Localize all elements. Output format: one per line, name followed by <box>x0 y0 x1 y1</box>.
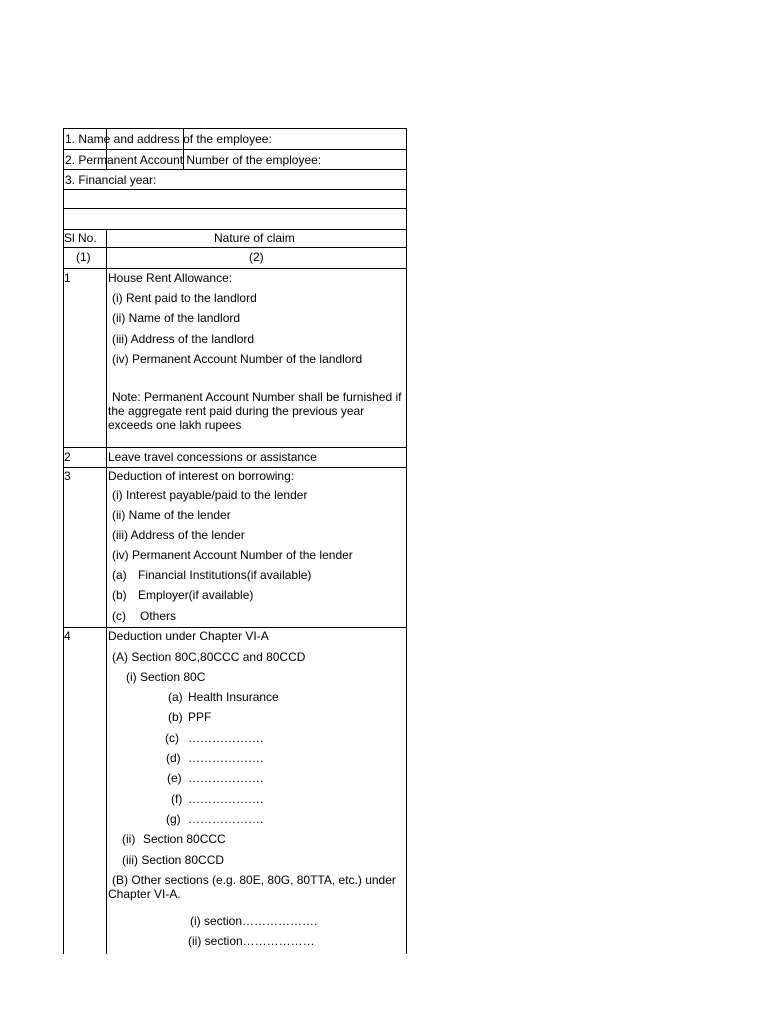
section-80ccd: (iii) Section 80CCD <box>122 853 225 867</box>
row3-item: (iii) Address of the lender <box>112 528 245 542</box>
row3-title: Deduction of interest on borrowing: <box>108 469 295 483</box>
row1-item: (iv) Permanent Account Number of the landlord <box>112 352 363 366</box>
col-claim-number: (2) <box>249 250 264 264</box>
other-section-item: (i) section………………. <box>190 914 318 928</box>
section-80c-text: Health Insurance <box>188 690 279 704</box>
col-sl-header: Sl No. <box>64 231 97 245</box>
grid-line <box>63 169 406 170</box>
grid-sl-separator <box>106 229 107 954</box>
grid-line <box>63 189 406 190</box>
grid-line <box>63 447 406 448</box>
grid-line <box>63 208 406 209</box>
row3-subitem-text: Others <box>140 609 177 623</box>
row3-subitem-text: Employer(if available) <box>138 588 254 602</box>
grid-line <box>63 128 406 129</box>
row4-section-b: (B) Other sections (e.g. 80E, 80G, 80TTA, etc.) under Chapter VI-A. <box>108 873 396 901</box>
row4-sl: 4 <box>64 629 71 643</box>
grid-left-border <box>63 128 64 954</box>
row3-subitem-text: Financial Institutions(if available) <box>138 568 312 582</box>
row3-item: (iv) Permanent Account Number of the lender <box>112 548 353 562</box>
row1-item: (i) Rent paid to the landlord <box>112 291 257 305</box>
row3-subitem-label: (c) <box>112 609 126 623</box>
grid-line <box>63 467 406 468</box>
row4-section-a: (A) Section 80C,80CCC and 80CCD <box>112 650 306 664</box>
section-80c-label: (c) <box>165 731 179 745</box>
row2-sl: 2 <box>64 450 71 464</box>
col-sl-number: (1) <box>76 250 91 264</box>
grid-line <box>63 268 406 269</box>
section-80c-text: ………………. <box>188 812 264 826</box>
section-80c-label: (f) <box>171 792 183 806</box>
section-80c-label: (a) <box>168 690 183 704</box>
other-section-item: (ii) section……………… <box>188 934 315 948</box>
row1-title: House Rent Allowance: <box>108 271 233 285</box>
section-80c-text: ………………. <box>188 771 264 785</box>
employee-pan-label: 2. Permanent Account Number of the employee: <box>65 153 322 167</box>
grid-line <box>63 247 406 248</box>
row4-title: Deduction under Chapter VI-A <box>108 629 269 643</box>
section-80ccc-text: Section 80CCC <box>143 832 226 846</box>
section-80c-label: (b) <box>168 710 183 724</box>
section-80c-label: (d) <box>166 751 181 765</box>
section-80c-label: (g) <box>166 812 181 826</box>
employee-name-address-label: 1. Name and address of the employee: <box>65 132 272 146</box>
section-80c-text: ………………. <box>188 731 264 745</box>
row3-item: (i) Interest payable/paid to the lender <box>112 488 308 502</box>
row3-subitem-label: (b) <box>112 588 127 602</box>
col-claim-header: Nature of claim <box>214 231 295 245</box>
section-80c-text: ………………. <box>188 792 264 806</box>
row1-item: (ii) Name of the landlord <box>112 311 241 325</box>
section-80c-text: ………………. <box>188 751 264 765</box>
row4-section-80c: (i) Section 80C <box>126 670 206 684</box>
row2-title: Leave travel concessions or assistance <box>108 450 317 464</box>
row1-note: Note: Permanent Account Number shall be furnished if the aggregate rent paid during the previous year exceeds one lakh rupees <box>108 390 402 432</box>
financial-year-label: 3. Financial year: <box>65 173 157 187</box>
row3-item: (ii) Name of the lender <box>112 508 231 522</box>
row1-sl: 1 <box>64 271 71 285</box>
row1-item: (iii) Address of the landlord <box>112 332 255 346</box>
section-80c-label: (e) <box>167 771 182 785</box>
row3-subitem-label: (a) <box>112 568 127 582</box>
grid-right-border <box>406 128 407 954</box>
section-80ccc-label: (ii) <box>122 832 136 846</box>
grid-line <box>63 229 406 230</box>
row3-sl: 3 <box>64 469 71 483</box>
grid-line <box>63 149 406 150</box>
section-80c-text: PPF <box>188 710 212 724</box>
grid-line <box>63 627 406 628</box>
